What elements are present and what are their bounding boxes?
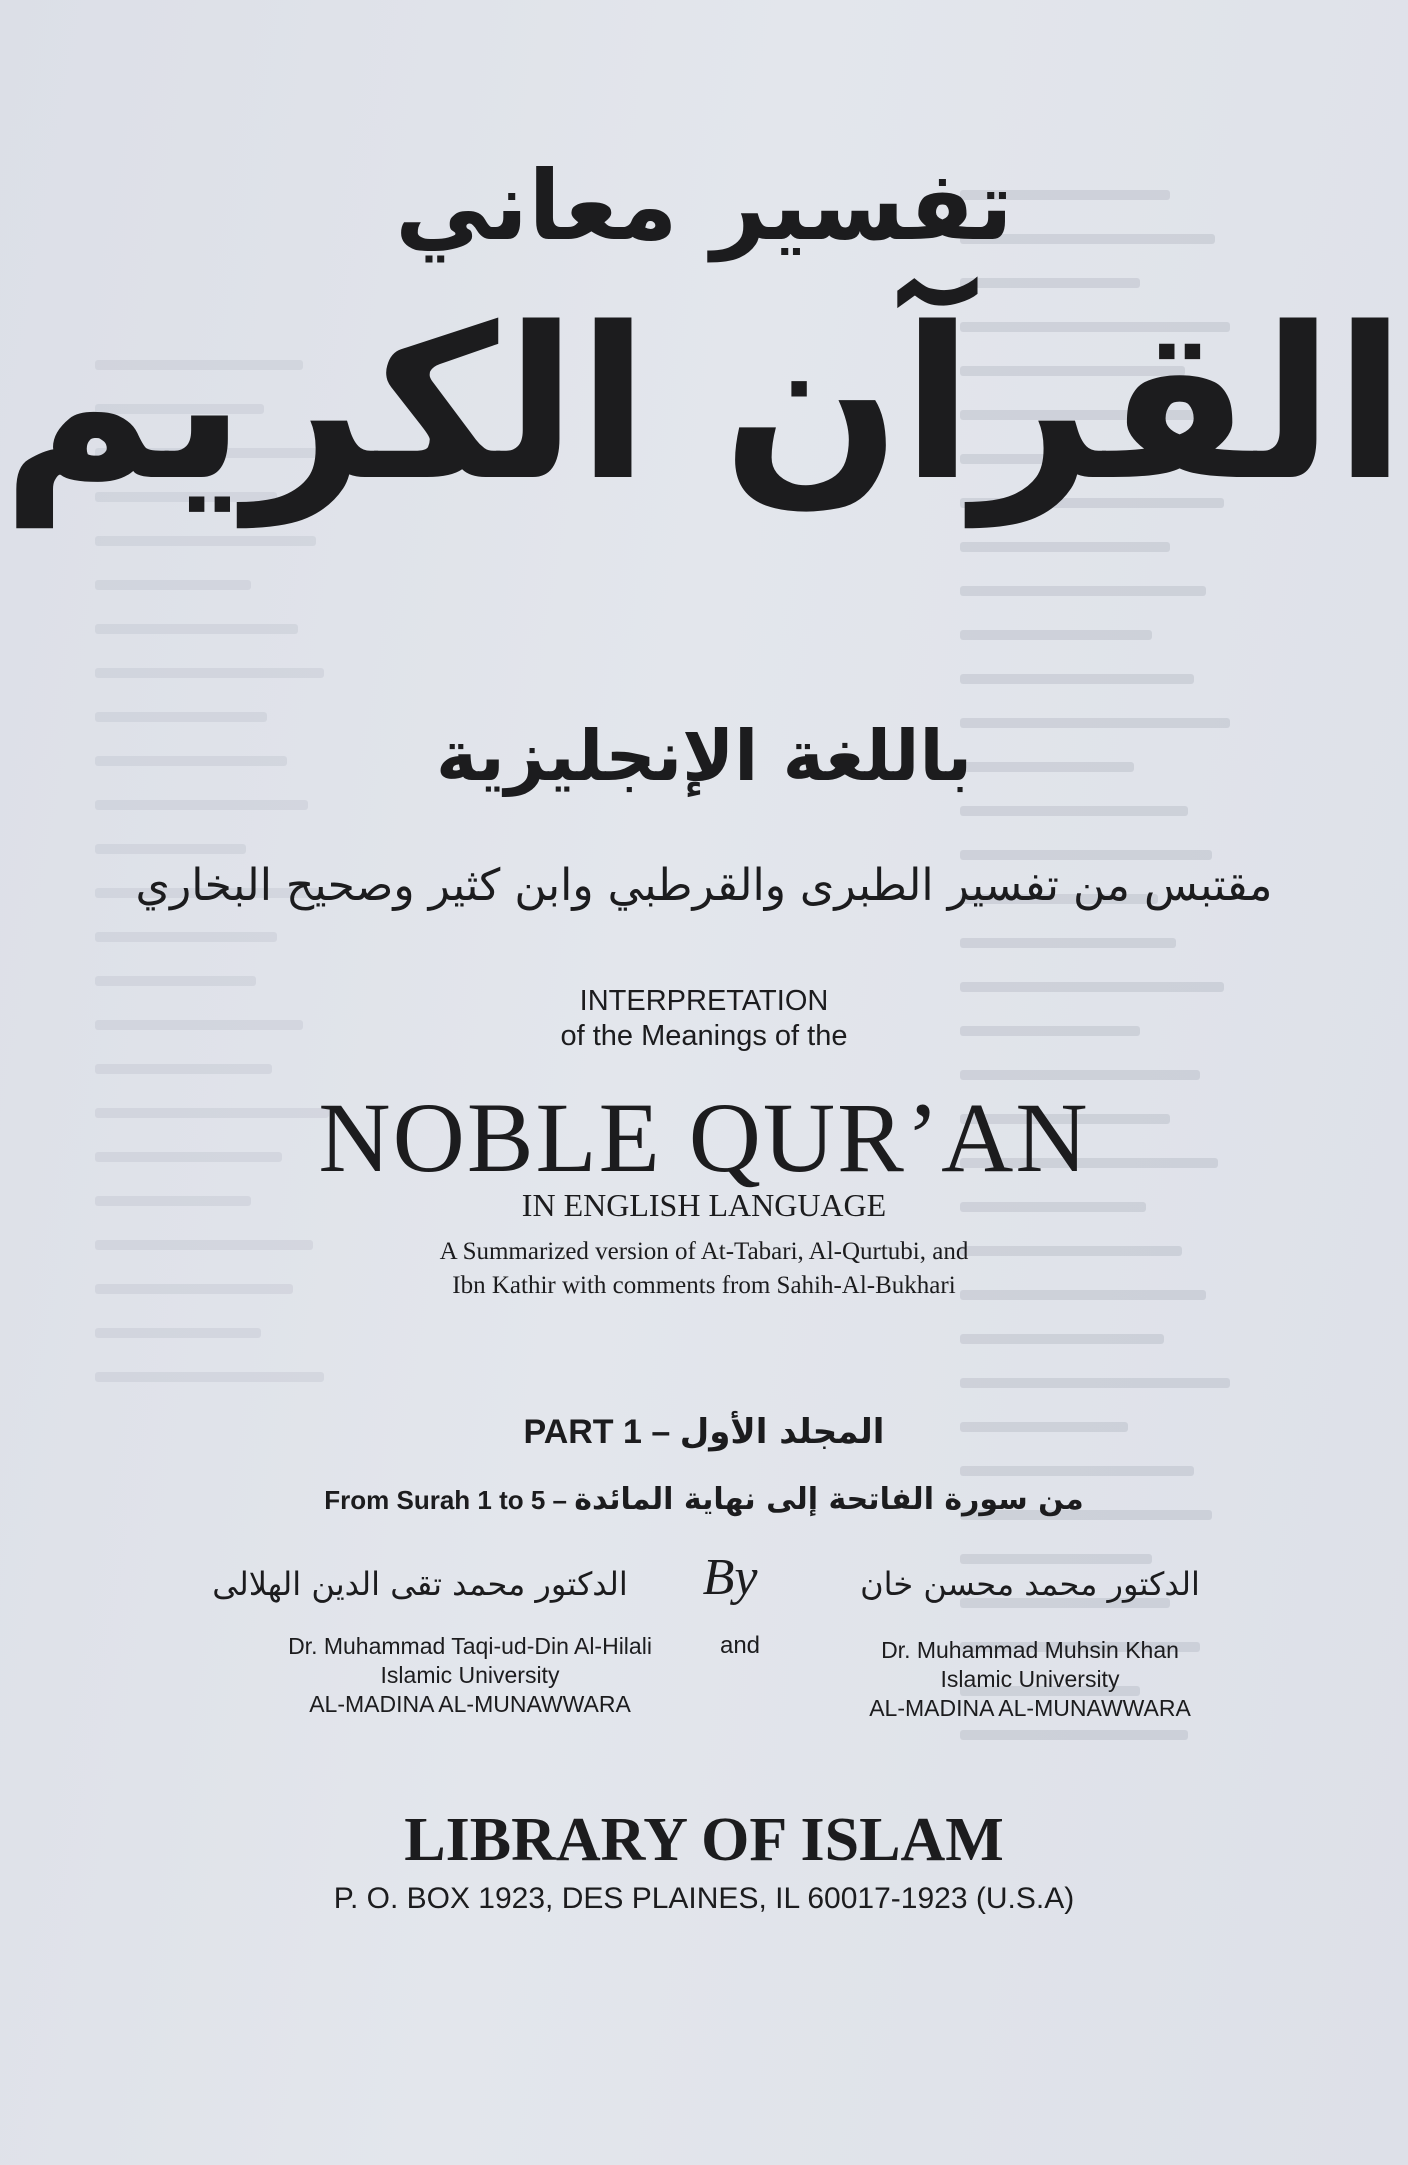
meanings-label: of the Meanings of the: [560, 1020, 848, 1052]
interpretation-label: INTERPRETATION: [579, 985, 829, 1017]
surah-range-line: [0, 1482, 1408, 1517]
author-right-block: [840, 1636, 1220, 1723]
author-left-arabic: الدكتور محمد تقى الدين الهلالى: [212, 1565, 628, 1603]
part-line: [0, 1412, 1408, 1452]
language-label: IN ENGLISH LANGUAGE: [521, 1187, 887, 1223]
author-left-block: [250, 1632, 690, 1719]
author-left-city: AL-MADINA AL-MUNAWWARA: [309, 1691, 631, 1717]
author-right-arabic: الدكتور محمد محسن خان: [860, 1565, 1200, 1603]
part-label: PART 1 –: [523, 1413, 671, 1451]
author-right-name: Dr. Muhammad Muhsin Khan: [881, 1637, 1179, 1663]
arabic-title-line1: تفسير معاني: [395, 150, 1013, 262]
summary-line2: Ibn Kathir with comments from Sahih-Al-Bukhari: [452, 1272, 956, 1299]
author-left-university: Islamic University: [380, 1662, 560, 1688]
and-label: and: [719, 1632, 761, 1659]
arabic-subtitle: مقتبس من تفسير الطبرى والقرطبي وابن كثير وصحيح البخاري: [135, 860, 1273, 911]
surah-range-arabic: من سورة الفاتحة إلى نهاية المائدة: [574, 1482, 1084, 1517]
publisher-name: LIBRARY OF ISLAM: [404, 1806, 1004, 1874]
author-left-name: Dr. Muhammad Taqi-ud-Din Al-Hilali: [288, 1633, 652, 1659]
part-arabic: المجلد الأول: [679, 1412, 885, 1452]
bleed-through-texture-left: [95, 360, 355, 1560]
summary-line1: A Summarized version of At-Tabari, Al-Qurtubi, and: [439, 1238, 969, 1265]
surah-range-label: From Surah 1 to 5 –: [324, 1485, 567, 1515]
arabic-title-line2: القرآن الكريم: [1, 282, 1407, 527]
arabic-title-line3: باللغة الإنجليزية: [435, 715, 973, 797]
author-right-university: Islamic University: [940, 1666, 1120, 1692]
publisher-address: P. O. BOX 1923, DES PLAINES, IL 60017-1923 (U.S.A): [333, 1882, 1075, 1915]
by-label: By: [702, 1549, 758, 1606]
main-title: NOBLE QUR’AN: [318, 1082, 1090, 1193]
author-right-city: AL-MADINA AL-MUNAWWARA: [869, 1695, 1191, 1721]
